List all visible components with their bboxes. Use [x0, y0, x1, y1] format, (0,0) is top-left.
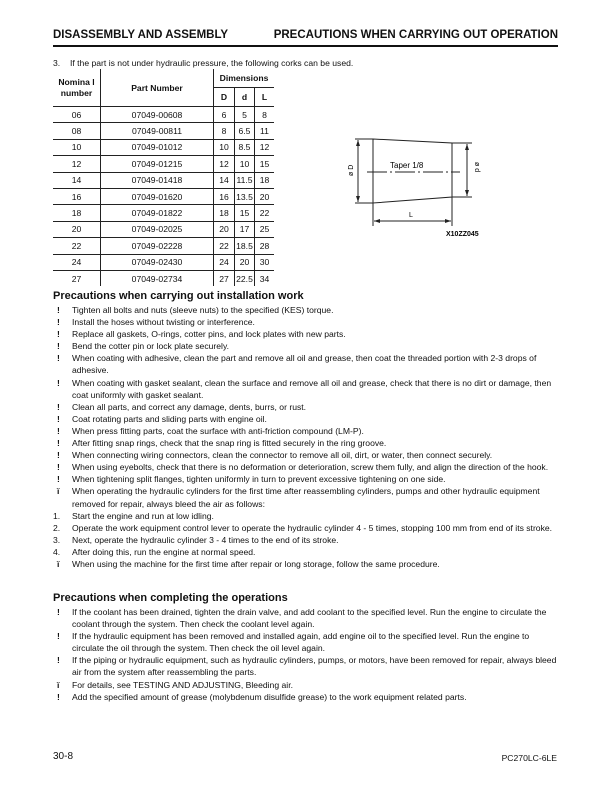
part-number-cell: 07049-01620 [101, 188, 214, 204]
d-cell: 20 [235, 254, 255, 270]
part-number-cell: 07049-01418 [101, 172, 214, 188]
item-text: Replace all gaskets, O-rings, cotter pins, and lock plates with new parts. [72, 329, 346, 340]
d-cell: 5 [235, 107, 255, 123]
caution-icon: ! [57, 329, 60, 340]
list-item [53, 437, 561, 449]
table-row [53, 139, 274, 155]
table-row [53, 172, 274, 188]
part-number-cell: 07049-02025 [101, 221, 214, 237]
part-number-cell: 07049-01822 [101, 205, 214, 221]
list-item [53, 352, 561, 376]
taper-label: Taper 1/8 [390, 161, 424, 170]
caution-icon: ! [57, 425, 60, 436]
L-cell: 25 [255, 221, 275, 237]
table-row [53, 270, 274, 286]
step-text: Operate the work equipment control lever to operate the hydraulic cylinder 4 - 5 times, stopping 100 mm from end of its stroke. [72, 522, 553, 533]
D-cell: 10 [214, 139, 235, 155]
nominal-cell: 08 [53, 123, 101, 139]
caution-icon: ! [57, 438, 60, 449]
caution-icon: ! [57, 377, 60, 388]
nominal-cell: 12 [53, 156, 101, 172]
list-item [53, 606, 561, 630]
d-cell: 8.5 [235, 139, 255, 155]
L-cell: 22 [255, 205, 275, 221]
list-item [53, 449, 561, 461]
list-item [53, 316, 561, 328]
nominal-cell: 24 [53, 254, 101, 270]
caution-icon: ! [57, 474, 60, 485]
L-cell: 30 [255, 254, 275, 270]
table-row [53, 123, 274, 139]
item-text: Add the specified amount of grease (molybdenum disulfide grease) to the work equipment related parts. [72, 691, 467, 702]
procedure-step [53, 546, 561, 558]
D-cell: 27 [214, 270, 235, 286]
d-cell: 6.5 [235, 123, 255, 139]
completing-section [53, 592, 561, 703]
caution-icon: ! [57, 607, 60, 617]
D-cell: 20 [214, 221, 235, 237]
item-text: When coating with gasket sealant, clean the surface and remove all oil and grease, check that there is no dirt or damage, then coat uniformly with gasket sealant. [72, 377, 552, 400]
d-cell: 11.5 [235, 172, 255, 188]
nominal-cell: 27 [53, 270, 101, 286]
procedure-step [53, 510, 561, 522]
table-row [53, 188, 274, 204]
installation-section [53, 290, 561, 570]
model-name: PC270LC-6LE [501, 753, 557, 763]
D-cell: 16 [214, 188, 235, 204]
caution-icon: ! [57, 450, 60, 461]
caution-icon: ! [57, 317, 60, 328]
D-cell: 24 [214, 254, 235, 270]
caution-icon: ! [57, 353, 60, 364]
item-text: If the coolant has been drained, tighten the drain valve, and add coolant to the specified level. Run the engine to circulate the coolant through the system. Then check the coolant level again. [72, 607, 547, 630]
completing-heading: Precautions when completing the operations [53, 592, 288, 604]
nominal-cell: 16 [53, 188, 101, 204]
L-cell: 15 [255, 156, 275, 172]
list-item [53, 377, 561, 401]
step-number: 2. [53, 522, 61, 533]
item-text: Coat rotating parts and sliding parts with engine oil. [72, 413, 267, 424]
d-cell: 22.5 [235, 270, 255, 286]
list-item [53, 679, 561, 691]
table-row [53, 221, 274, 237]
table-row [53, 238, 274, 254]
item-text: After fitting snap rings, check that the snap ring is fitted securely in the ring groove. [72, 438, 387, 449]
list-item [53, 654, 561, 678]
col-part-number: Part Number [101, 69, 214, 107]
caution-icon: ! [57, 341, 60, 352]
D-cell: 6 [214, 107, 235, 123]
table-row [53, 107, 274, 123]
D-cell: 14 [214, 172, 235, 188]
header-divider [53, 45, 558, 47]
list-item [53, 413, 561, 425]
list-item [53, 340, 561, 352]
col-d: d [235, 88, 255, 107]
item-text: When tightening split flanges, tighten uniformly in turn to prevent excessive tightening on one side. [72, 474, 446, 485]
d-cell: 13.5 [235, 188, 255, 204]
nominal-cell: 18 [53, 205, 101, 221]
col-nominal-number: Nomina l number [58, 76, 95, 98]
intro-text: If the part is not under hydraulic pressure, the following corks can be used. [70, 58, 354, 68]
D-cell: 18 [214, 205, 235, 221]
list-item [53, 473, 561, 485]
caution-icon: ! [57, 462, 60, 473]
col-D: D [214, 88, 235, 107]
list-item [53, 461, 561, 473]
intro-step [53, 58, 353, 68]
nominal-cell: 10 [53, 139, 101, 155]
d-cell: 18.5 [235, 238, 255, 254]
L-cell: 12 [255, 139, 275, 155]
step-number: 3. [53, 534, 61, 545]
nominal-cell: 22 [53, 238, 101, 254]
step-number: 4. [53, 546, 61, 557]
nominal-cell: 06 [53, 107, 101, 123]
list-item [53, 691, 561, 703]
d-cell: 17 [235, 221, 255, 237]
header-topic-title: PRECAUTIONS WHEN CARRYING OUT OPERATION [273, 29, 558, 41]
L-cell: 18 [255, 172, 275, 188]
part-number-cell: 07049-02734 [101, 270, 214, 286]
length-L-label: L [409, 212, 413, 219]
intro-number: 3. [53, 58, 61, 68]
L-cell: 11 [255, 123, 275, 139]
col-L: L [255, 88, 275, 107]
item-text: When coating with adhesive, clean the part and remove all oil and grease, then coat the threaded portion with 2-3 drops of adhesive. [72, 353, 537, 376]
list-item [53, 328, 561, 340]
list-item [53, 425, 561, 437]
info-icon: ï [57, 558, 60, 569]
procedure-step [53, 534, 561, 546]
L-cell: 28 [255, 238, 275, 254]
item-text: Bend the cotter pin or lock plate securely. [72, 341, 229, 352]
info-icon: ï [57, 486, 60, 497]
step-text: Next, operate the hydraulic cylinder 3 - 4 times to the end of its stroke. [72, 534, 339, 545]
part-number-cell: 07049-00811 [101, 123, 214, 139]
part-number-cell: 07049-02430 [101, 254, 214, 270]
item-text: Tighten all bolts and nuts (sleeve nuts) to the specified (KES) torque. [72, 305, 334, 315]
nominal-cell: 20 [53, 221, 101, 237]
step-text: After doing this, run the engine at normal speed. [72, 546, 256, 557]
list-item [53, 558, 561, 570]
caution-icon: ! [57, 401, 60, 412]
cork-dimensions-table [53, 69, 274, 286]
cork-taper-diagram [300, 110, 520, 240]
table-row [53, 156, 274, 172]
list-item [53, 304, 561, 316]
item-text: When operating the hydraulic cylinders for the first time after reassembling cylinders, pumps and other hydraulic equipment removed for repair, always bleed the air as follows: [72, 486, 540, 509]
d-cell: 15 [235, 205, 255, 221]
part-number-cell: 07049-02228 [101, 238, 214, 254]
caution-icon: ! [57, 413, 60, 424]
D-cell: 22 [214, 238, 235, 254]
item-text: Install the hoses without twisting or interference. [72, 317, 255, 328]
item-text: If the piping or hydraulic equipment, such as hydraulic cylinders, pumps, or motors, have been removed for repair, always bleed air from the system after reassembling the parts. [72, 655, 557, 678]
caution-icon: ! [57, 631, 60, 642]
page-header [53, 29, 558, 43]
item-text: Clean all parts, and correct any damage, dents, burrs, or rust. [72, 401, 307, 412]
D-cell: 8 [214, 123, 235, 139]
caution-icon: ! [57, 305, 60, 315]
item-text: When connecting wiring connectors, clean the connector to remove all oil, dirt, or water, then connect securely. [72, 450, 493, 461]
part-number-cell: 07049-01012 [101, 139, 214, 155]
page-number: 30-8 [53, 751, 74, 762]
step-text: Start the engine and run at low idling. [72, 510, 214, 521]
installation-heading: Precautions when carrying out installation work [53, 290, 304, 302]
diameter-d-label: ø d [473, 162, 480, 173]
L-cell: 8 [255, 107, 275, 123]
list-item [53, 630, 561, 654]
item-text: For details, see TESTING AND ADJUSTING, Bleeding air. [72, 679, 293, 690]
list-item [53, 485, 561, 509]
D-cell: 12 [214, 156, 235, 172]
diameter-D-label: ø D [348, 164, 355, 176]
L-cell: 20 [255, 188, 275, 204]
item-text: When using eyebolts, check that there is no deformation or deterioration, screw them fully, and align the direction of the hook. [72, 462, 549, 473]
header-section-title: DISASSEMBLY AND ASSEMBLY [53, 29, 229, 41]
step-number: 1. [53, 510, 61, 521]
caution-icon: ! [57, 691, 60, 702]
caution-icon: ! [57, 655, 60, 666]
procedure-step [53, 522, 561, 534]
L-cell: 34 [255, 270, 275, 286]
table-row [53, 254, 274, 270]
figure-code: X10ZZ045 [446, 231, 479, 238]
item-text: When using the machine for the first time after repair or long storage, follow the same procedure. [72, 558, 440, 569]
item-text: When press fitting parts, coat the surface with anti-friction compound (LM-P). [72, 425, 364, 436]
part-number-cell: 07049-01215 [101, 156, 214, 172]
col-dimensions: Dimensions [214, 69, 275, 88]
list-item [53, 401, 561, 413]
table-row [53, 205, 274, 221]
item-text: If the hydraulic equipment has been removed and installed again, add engine oil to the specified level. Run the engine to circulate the oil through the system. Then check the oil level again. [72, 631, 530, 654]
d-cell: 10 [235, 156, 255, 172]
info-icon: ï [57, 679, 60, 690]
nominal-cell: 14 [53, 172, 101, 188]
part-number-cell: 07049-00608 [101, 107, 214, 123]
